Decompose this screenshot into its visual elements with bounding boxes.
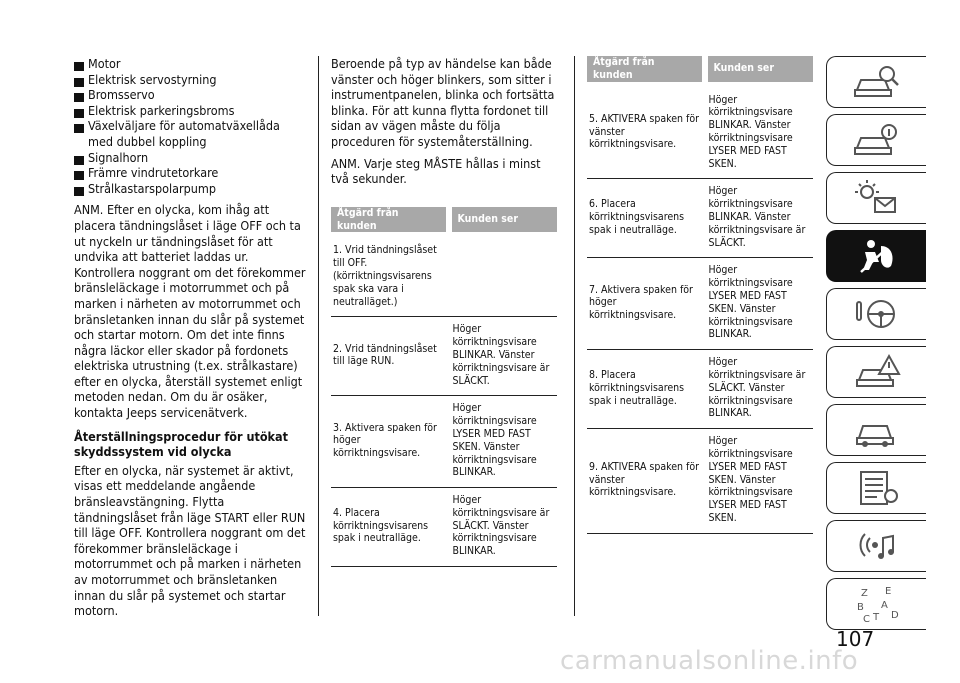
column-header-result: Kunden ser [449,207,557,236]
specifications-list-icon [851,468,903,508]
section-heading: Återställningsprocedur för utökat skyddssystem vid olycka [74,428,289,460]
body-paragraph: Beroende på typ av händelse kan både vänster och höger blinkers, som sitter i instrumentpanelen, blinka och fortsätta blinka. För att kunna flytta fordonet till sidan av vägen måste du följa proceduren för systemåterställning. [331,56,555,149]
list-item: Främre vindrutetorkare [74,165,306,181]
car-service-icon [851,410,903,450]
bullet-icon [74,121,84,130]
table-row: 3. Aktivera spaken för höger körriktningsvisare. Höger körriktningsvisare LYSER MED FAST SKEN. Vänster körriktningsvisare BLINKAR. [331,396,557,488]
table-row: 6. Placera körriktningsvisarens spak i neutralläge. Höger körriktningsvisare BLINKAR. Vänster körriktningsvisare är SLÄCKT. [587,179,813,258]
table-row: 1. Vrid tändningslåset till OFF. (körriktningsvisarens spak ska vara i neutralläget.) [331,235,557,316]
table-row: 4. Placera körriktningsvisarens spak i neutralläge. Höger körriktningsvisare är SLÄCKT. Vänster körriktningsvisare BLINKAR. [331,488,557,567]
svg-text:B: B [856,602,864,613]
bullet-icon [74,59,84,68]
note-paragraph: ANM. Efter en olycka, kom ihåg att placera tändningslåset i läge OFF och ta ut nyckeln ur tändningslåset för att undvika att batteriet laddas ur. Kontrollera noggrant om det förekommer bränsleläckage i motorrummet och på marken i närheten av motorrummet och bränsletanken innan du slår på systemet och startar motorn. Om det inte finns några läckor eller skador på fordonets elektriska utrustning (t.ex. strålkastare) efter en olycka, återställ systemet enligt metoden nedan. Om du är osäker, kontakta Jeeps servicenätverk. [74,202,306,421]
bullet-icon [74,184,84,193]
text-column-1 [74,56,306,619]
column-divider [318,56,319,616]
column-header-result: Kunden ser [705,56,813,85]
reset-steps-table-1 [331,207,557,567]
table-row: 2. Vrid tändningslåset till läge RUN. Höger körriktningsvisare BLINKAR. Vänster körriktningsvisare är SLÄCKT. [331,317,557,396]
multimedia-icon [851,526,903,566]
car-search-icon [851,62,903,102]
bullet-icon [74,90,84,99]
bullet-icon [74,75,84,84]
text-column-2 [331,56,557,567]
list-item: Strålkastarspolarpump [74,181,306,197]
tab-car-search[interactable] [826,56,926,108]
tab-maintenance[interactable] [826,404,926,456]
tab-specifications[interactable] [826,462,926,514]
svg-text:T: T [872,612,879,623]
bullet-icon [74,106,84,115]
car-info-icon [851,120,903,160]
table-row: 7. Aktivera spaken för höger körriktningsvisare. Höger körriktningsvisare LYSER MED FAST SKEN. Vänster körriktningsvisare BLINKAR. [587,258,813,350]
table-row: 9. AKTIVERA spaken för vänster körriktningsvisare. Höger körriktningsvisare LYSER MED FAST SKEN. Vänster körriktningsvisare LYSER MED FAST SKEN. [587,429,813,534]
alphabetical-index-icon [851,584,903,624]
page-number: 107 [836,627,875,651]
reset-steps-table-2 [587,56,813,534]
table-row: 8. Placera körriktningsvisarens spak i neutralläge. Höger körriktningsvisare är SLÄCKT. Vänster körriktningsvisare BLINKAR. [587,350,813,429]
svg-text:D: D [890,610,899,621]
chapter-tabs [826,56,926,636]
airbag-safety-icon [851,236,903,276]
bullet-icon [74,153,84,162]
list-item: Bromsservo [74,87,306,103]
table-row: 5. AKTIVERA spaken för vänster körriktningsvisare. Höger körriktningsvisare BLINKAR. Vänster körriktningsvisare LYSER MED FAST SKEN. [587,85,813,179]
light-warning-icon [851,178,903,218]
svg-text:E: E [884,586,891,597]
list-item: Växelväljare för automatväxellåda med dubbel koppling [74,118,306,149]
car-breakdown-icon [851,352,903,392]
svg-text:C: C [862,614,870,624]
tab-safety[interactable] [826,230,926,282]
tab-multimedia[interactable] [826,520,926,572]
steering-wheel-icon [851,294,903,334]
list-item: Motor [74,56,306,72]
watermark: carmanualsonline.info [560,646,859,676]
column-header-action: Åtgärd från kunden [587,56,705,85]
text-column-3 [587,56,813,534]
column-divider [574,56,575,616]
tab-car-info[interactable] [826,114,926,166]
tab-driving[interactable] [826,288,926,340]
column-header-action: Åtgärd från kunden [331,207,449,236]
tab-emergency[interactable] [826,346,926,398]
tab-index[interactable] [826,578,926,630]
list-item: Elektrisk servostyrning [74,72,306,88]
list-item: Signalhorn [74,150,306,166]
bullet-icon [74,168,84,177]
tab-lights-warnings[interactable] [826,172,926,224]
svg-text:A: A [880,600,888,611]
list-item: Elektrisk parkeringsbroms [74,103,306,119]
component-list [74,56,306,196]
body-paragraph: Efter en olycka, när systemet är aktivt, visas ett meddelande angående bränsleavstängning. Flytta tändningslåset från läge START eller RUN till läge OFF. Kontrollera noggrant om det förekommer bränsleläckage i motorrummet och på marken i närheten av motorrummet och bränsletanken innan du slår på systemet och startar motorn. [74,462,306,619]
note-paragraph: ANM. Varje steg MÅSTE hållas i minst två sekunder. [331,155,541,187]
svg-text:Z: Z [860,588,868,599]
